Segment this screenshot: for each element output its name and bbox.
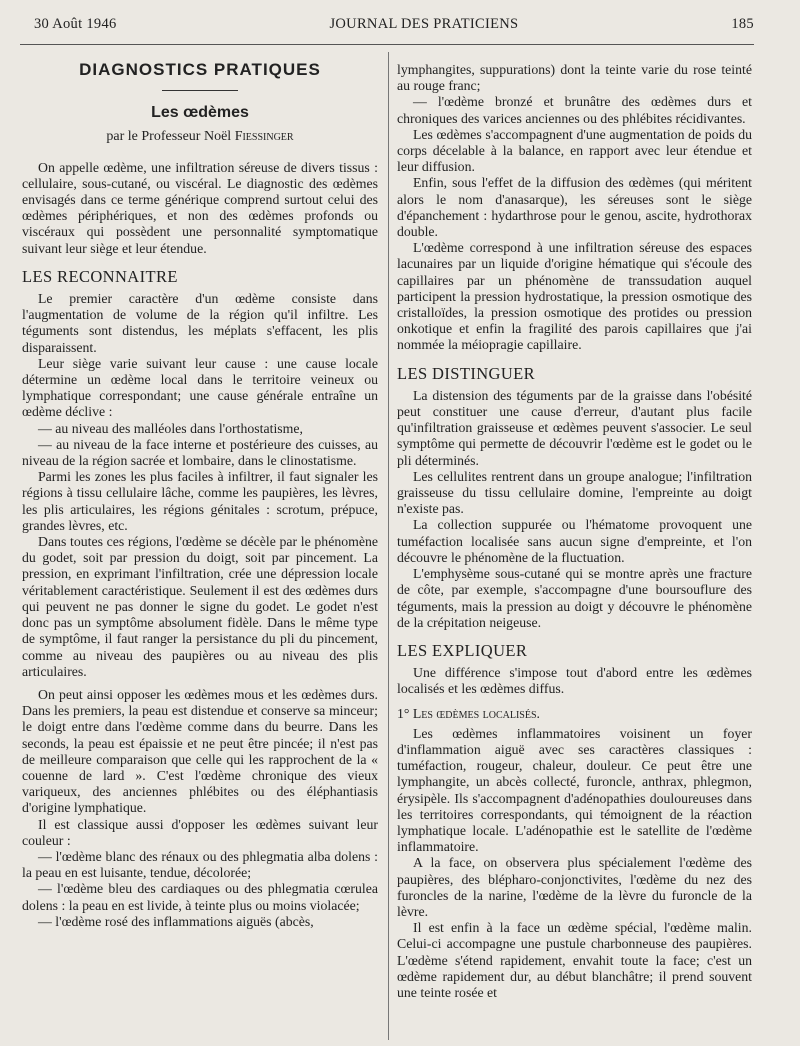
paragraph: Les œdèmes s'accompagnent d'une augmentation de poids du corps décelable à la balance, en rapport avec leur étendue et leur diffusion. [397,126,752,175]
article-title: Les œdèmes [151,104,249,122]
paragraph: — au niveau des malléoles dans l'orthostatisme, [38,420,303,436]
paragraph: Le premier caractère d'un œdème consiste dans l'augmentation de volume de la région qu'il infiltre. Les téguments sont distendus, les méplats s'effacent, les plis disparaissent. [22,291,378,355]
paragraph: Il est classique aussi d'opposer les œdèmes suivant leur couleur : [22,816,378,848]
left-column [22,56,378,930]
paragraph: lymphangites, suppurations) dont la teinte varie du rose teinté au rouge franc; [397,62,752,94]
heading-distinguer: LES DISTINGUER [397,363,536,383]
paragraph: La distension des téguments par de la graisse dans l'obésité peut constituer une cause d'erreur, d'autant plus facile qu'infiltration graisseuse et œdèmes peuvent s'associer. Le seul symptôme qui permette de découvrir l'œdème est le godet ou le pli déterminés. [397,387,752,468]
heading-expliquer: LES EXPLIQUER [397,640,528,660]
right-column [397,62,752,1001]
paragraph: Parmi les zones les plus faciles à infiltrer, il faut signaler les régions à tissu cellulaire lâche, comme les paupières, les lèvres, les plis articulaires, les régions génitales : scrotum, prépuce, grandes lèvres, etc. [22,469,378,533]
paragraph: On appelle œdème, une infiltration séreuse de divers tissus : cellulaire, sous-cutané, ou viscéral. Le diagnostic des œdèmes envisagés dans ce terme générique comprend surtout celui des œdèmes périphériques, et non des œdèmes profonds ou viscéraux qui possèdent une personnalité symptomatique suivant leur siège et leur étendue. [22,159,378,256]
paragraph: — l'œdème bronzé et brunâtre des œdèmes durs et chroniques des varices anciennes ou des phlébites récidivantes. [397,94,752,126]
column-divider [388,52,389,1040]
paragraph: Il est enfin à la face un œdème spécial, l'œdème malin. Celui-ci accompagne une pustule charbonneuse des paupières. L'œdème s'étend rapidement, envahit toute la face; c'est un œdème rapidement dur, au début blanchâtre; il prend souvent une teinte rosée et [397,920,752,1000]
paragraph: L'emphysème sous-cutané qui se montre après une fracture de côte, par exemple, s'accompagne d'une boursouflure des téguments, mais la pression au doigt y découvre le phénomène de la crépitation neigeuse. [397,566,752,630]
paragraph: — l'œdème bleu des cardiaques ou des phlegmatia cœrulea dolens : la peau en est livide, à teinte plus ou moins violacée; [22,881,378,913]
paragraph: A la face, on observera plus spécialement l'œdème des paupières, des blépharo-conjonctivites, l'œdème du nez des furoncles de la narine, l'œdème de la lèvre du furoncle de la lèvre. [397,855,752,919]
paragraph: Enfin, sous l'effet de la diffusion des œdèmes (qui méritent alors le nom d'anasarque), les séreuses sont le siège d'épanchement : hydarthrose pour le genou, ascite, hydrothorax double. [397,175,752,240]
journal-name: JOURNAL DES PRATICIENS [329,16,519,32]
paragraph: Dans toutes ces régions, l'œdème se décèle par le phénomène du godet, soit par pression du doigt, soit par pincement. La pression, en exprimant l'infiltration, crée une dépression locale véritablement caractéristique. Seulement il est des œdèmes durs qui peuvent ne pas donner le signe du godet. Le godet n'est donc pas un symptôme absolument fidèle. Dans le même type de symptôme, il faut ranger la persistance du pli du pincement, comme au niveau des paupières ou au niveau des plis articulaires. [22,534,378,679]
paragraph: Une différence s'impose tout d'abord entre les œdèmes localisés et les œdèmes diffus. [397,665,752,697]
paragraph: Les cellulites rentrent dans un groupe analogue; l'infiltration graisseuse du tissu cellulaire domine, l'empreinte au doigt n'existe pas. [397,468,752,517]
issue-date: 30 Août 1946 [34,16,117,32]
page-number: 185 [731,16,754,32]
paragraph: La collection suppurée ou l'hématome provoquent une tuméfaction localisée sans aucun signe d'empreinte, et l'on découvre le phénomène de la fluctuation. [397,517,752,565]
byline [22,129,378,145]
running-head [34,16,754,33]
paragraph: — l'œdème rosé des inflammations aiguës (abcès, [38,913,314,929]
subheading-localises: 1° Les œdèmes localisés. [397,705,540,721]
heading-reconnaitre: LES RECONNAITRE [22,266,178,286]
paragraph: Leur siège varie suivant leur cause : une cause locale détermine un œdème local dans le territoire veineux ou lymphatique correspondant; une cause générale entraîne un œdème déclive : [22,355,378,420]
section-title: DIAGNOSTICS PRATIQUES [79,60,321,79]
paragraph: L'œdème correspond à une infiltration séreuse des espaces lacunaires par un liquide d'origine hématique qui s'écoule des capillaires par un phénomène de transsudation auquel participent la pression hydrostatique, la pression osmotique des cristalloïdes, la pression osmotique des protides ou pression onkotique et enfin la fragilité des parois capillaires que j'ai nommée la méiopragie capillaire. [397,240,752,353]
paragraph: Les œdèmes inflammatoires voisinent un foyer d'inflammation aiguë avec ses caractères classiques : tuméfaction, rougeur, chaleur, douleur. Ce peut être une lymphangite, un abcès collecté, furoncle, anthrax, phlegmon, érysipèle. Ils s'accompagnent d'adénopathies douloureuses dans les territoires correspondants, qui témoignent de la réaction lymphatique locale. L'adénopathie est le satellite de l'œdème inflammatoire. [397,725,752,855]
header-rule [20,44,754,45]
byline-prefix: par le Professeur Noël [106,129,232,145]
paragraph: — l'œdème blanc des rénaux ou des phlegmatia alba dolens : la peau en est luisante, tendue, décolorée; [22,848,378,881]
byline-author: Fiessinger [234,129,294,145]
paragraph: On peut ainsi opposer les œdèmes mous et les œdèmes durs. Dans les premiers, la peau est distendue et conserve sa minceur; le doigt entre dans l'œdème comme dans du beurre. Dans les seconds, la peau est épaissie et ne peut être pincée; il n'est pas de meilleure comparaison que celle qui les rapprochent de la « couenne de lard ». C'est l'œdème chronique des vieux variqueux, des anciennes phlébites ou des éléphantiasis d'origine lymphatique. [22,686,378,816]
title-rule [162,90,238,91]
paragraph: — au niveau de la face interne et postérieure des cuisses, au niveau de la région sacrée et lombaire, dans le clinostatisme. [22,436,378,469]
